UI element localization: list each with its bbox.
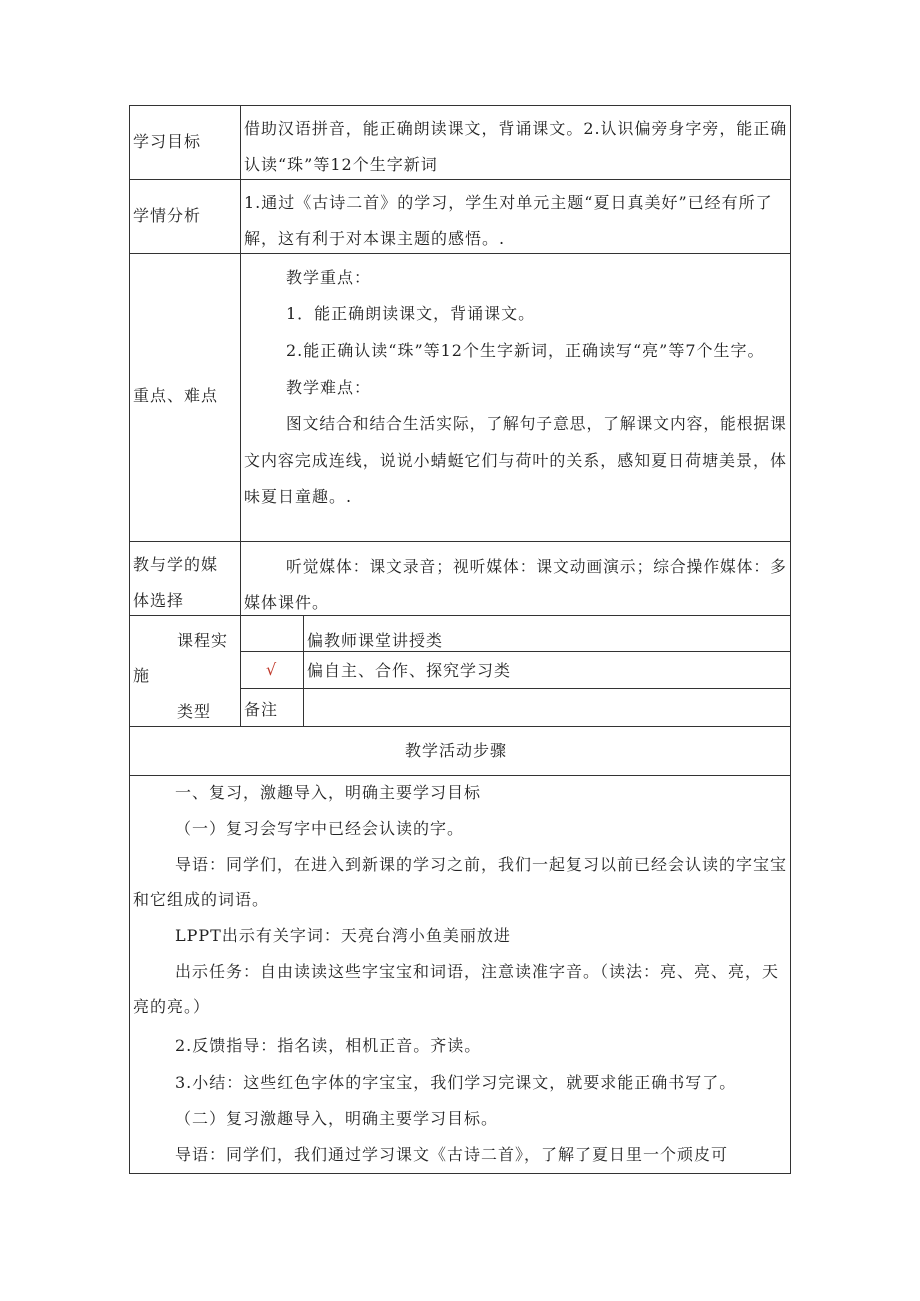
media-line: 媒体课件。 xyxy=(244,593,330,612)
analysis-label: 学情分析 xyxy=(133,206,202,225)
objective-line: 认读“珠”等12个生字新词 xyxy=(244,155,438,174)
objective-label: 学习目标 xyxy=(133,132,202,151)
course-type-label: 课程实 xyxy=(177,631,229,650)
row-divider xyxy=(129,253,791,254)
steps-line: （二）复习激趣导入，明确主要学习目标。 xyxy=(175,1109,499,1128)
row-divider xyxy=(240,651,791,652)
steps-title: 教学活动步骤 xyxy=(405,741,508,760)
check-mark: √ xyxy=(266,660,278,679)
media-line: 听觉媒体：课文录音；视听媒体：课文动画演示；综合操作媒体：多 xyxy=(286,557,787,576)
row-divider xyxy=(129,726,791,727)
remarks-label: 备注 xyxy=(244,700,279,719)
steps-line: 和它组成的词语。 xyxy=(133,890,270,909)
course-type-option: 偏教师课堂讲授类 xyxy=(307,631,444,650)
row-divider xyxy=(240,688,791,689)
analysis-line: 1.通过《古诗二首》的学习，学生对单元主题“夏日真美好”已经有所了 xyxy=(244,193,773,212)
steps-line: 亮的亮。） xyxy=(133,997,211,1016)
row-divider xyxy=(129,541,791,542)
media-label: 体选择 xyxy=(133,591,185,610)
media-label: 教与学的媒 xyxy=(133,555,219,574)
steps-line: （一）复习会写字中已经会认读的字。 xyxy=(175,819,465,838)
row-divider xyxy=(129,615,791,616)
course-type-option: 偏自主、合作、探究学习类 xyxy=(307,661,512,680)
steps-line: 一、复习，激趣导入，明确主要学习目标 xyxy=(175,783,482,802)
lesson-plan-table xyxy=(129,105,791,1174)
steps-line: 3.小结：这些红色字体的字宝宝，我们学习完课文，就要求能正确书写了。 xyxy=(175,1073,737,1092)
steps-line: 导语：同学们，在进入到新课的学习之前，我们一起复习以前已经会认读的字宝宝 xyxy=(175,855,788,874)
key-points-label: 重点、难点 xyxy=(133,386,219,405)
col-divider xyxy=(303,615,304,726)
course-type-label: 施 xyxy=(133,666,151,685)
steps-line: LPPT出示有关字词：天亮台湾小鱼美丽放进 xyxy=(175,926,511,945)
key-points-line: 图文结合和结合生活实际，了解句子意思，了解课文内容，能根据课 xyxy=(286,414,787,433)
objective-line: 借助汉语拼音，能正确朗读课文，背诵课文。2.认识偏旁身字旁，能正确 xyxy=(244,119,788,138)
key-points-line: 文内容完成连线，说说小蜻蜓它们与荷叶的关系，感知夏日荷塘美景，体 xyxy=(244,451,787,470)
key-points-line: 教学难点： xyxy=(286,378,372,397)
row-divider xyxy=(129,179,791,180)
row-divider xyxy=(129,775,791,776)
steps-line: 导语：同学们，我们通过学习课文《古诗二首》，了解了夏日里一个顽皮可 xyxy=(175,1145,729,1164)
analysis-line: 解，这有利于对本课主题的感悟。. xyxy=(244,229,506,248)
key-points-line: 2.能正确认读“珠”等12个生字新词，正确读写“亮”等7个生字。 xyxy=(286,341,765,360)
key-points-line: 教学重点： xyxy=(286,268,372,287)
course-type-label: 类型 xyxy=(177,702,212,721)
steps-line: 出示任务：自由读读这些字宝宝和词语，注意读准字音。（读法：亮、亮、亮，天 xyxy=(175,962,780,981)
key-points-line: 味夏日童趣。. xyxy=(244,487,353,506)
key-points-line: 1．能正确朗读课文，背诵课文。 xyxy=(286,304,536,323)
steps-line: 2.反馈指导：指名读，相机正音。齐读。 xyxy=(175,1036,482,1055)
col-divider xyxy=(240,105,241,726)
